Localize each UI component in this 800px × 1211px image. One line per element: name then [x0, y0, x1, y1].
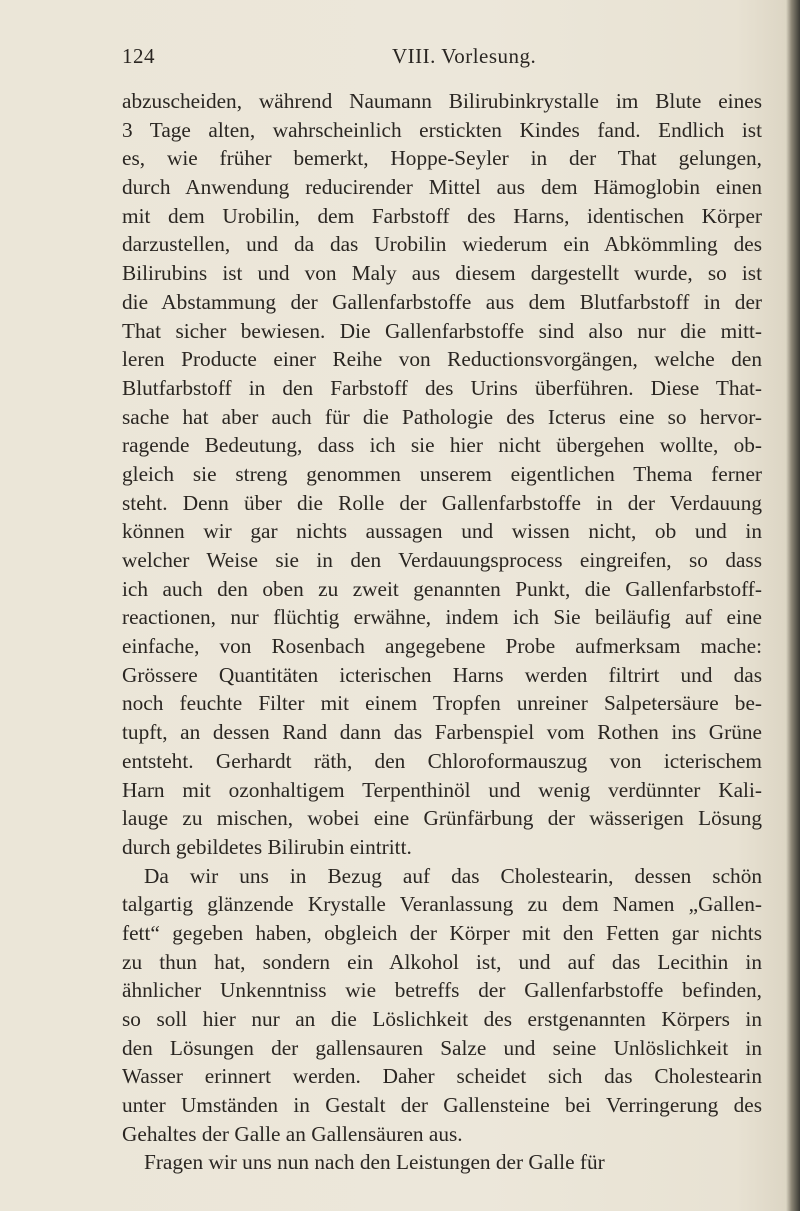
text-line: mit dem Urobilin, dem Farbstoff des Harns, identischen Körper [122, 203, 762, 228]
page-edge-shadow [786, 0, 800, 1211]
text-line: durch Anwendung reducirender Mittel aus dem Hämoglobin einen [122, 175, 762, 200]
text-line: unter Umständen in Gestalt der Gallensteine bei Verringerung des [122, 1093, 762, 1118]
text-line: reactionen, nur flüchtig erwähne, indem ich Sie beiläufig auf eine [122, 605, 762, 630]
text-line: es, wie früher bemerkt, Hoppe-Seyler in der That gelungen, [122, 146, 762, 171]
paragraph-end-line: Gehaltes der Galle an Gallensäuren aus. [122, 1121, 463, 1146]
text-line: gleich sie streng genommen unserem eigentlichen Thema ferner [122, 461, 762, 486]
text-line: 3 Tage alten, wahrscheinlich erstickten Kindes fand. Endlich ist [122, 117, 762, 142]
text-line: ähnlicher Unkenntniss wie betreffs der Gallenfarbstoffe befinden, [122, 978, 762, 1003]
text-line: talgartig glänzende Krystalle Veranlassung zu dem Namen „Gallen- [122, 892, 762, 917]
text-line: fett“ gegeben haben, obgleich der Körper mit den Fetten gar nichts [122, 920, 762, 945]
text-line: Wasser erinnert werden. Daher scheidet sich das Cholestearin [122, 1064, 762, 1089]
text-line: welcher Weise sie in den Verdauungsprocess eingreifen, so dass [122, 548, 762, 572]
text-line: ragende Bedeutung, dass ich sie hier nicht übergehen wollte, ob- [122, 433, 762, 458]
text-line: steht. Denn über die Rolle der Gallenfarbstoffe in der Verdauung [122, 490, 762, 515]
text-line: die Abstammung der Gallenfarbstoffe aus dem Blutfarbstoff in der [122, 289, 762, 314]
paragraph-end-line: durch gebildetes Bilirubin eintritt. [122, 834, 412, 859]
text-line: Grössere Quantitäten icterischen Harns werden filtrirt und das [122, 662, 762, 687]
text-line: ich auch den oben zu zweit genannten Punkt, die Gallenfarbstoff- [122, 576, 762, 601]
text-line: leren Producte einer Reihe von Reductionsvorgängen, welche den [122, 347, 762, 372]
text-line: sache hat aber auch für die Pathologie des Icterus eine so hervor- [122, 404, 762, 429]
text-line: einfache, von Rosenbach angegebene Probe aufmerksam mache: [122, 634, 762, 659]
text-line: den Lösungen der gallensauren Salze und seine Unlöslichkeit in [122, 1035, 762, 1060]
text-line: Blutfarbstoff in den Farbstoff des Urins überführen. Diese That- [122, 375, 762, 400]
text-line: abzuscheiden, während Naumann Bilirubinkrystalle im Blute eines [122, 89, 762, 113]
text-line: tupft, an dessen Rand dann das Farbenspiel vom Rothen ins Grüne [122, 720, 762, 745]
text-line: Harn mit ozonhaltigem Terpenthinöl und wenig verdünnter Kali- [122, 777, 762, 802]
running-head [122, 44, 762, 78]
chapter-heading: VIII. Vorlesung. [392, 44, 537, 68]
text-line: Bilirubins ist und von Maly aus diesem dargestellt wurde, so ist [122, 261, 762, 286]
paragraph-start-line: Fragen wir uns nun nach den Leistungen der Galle für [144, 1150, 605, 1175]
text-line: lauge zu mischen, wobei eine Grünfärbung der wässerigen Lösung [122, 806, 762, 831]
paragraph-start-line: Da wir uns in Bezug auf das Cholestearin, dessen schön [144, 863, 762, 888]
text-line: That sicher bewiesen. Die Gallenfarbstoffe sind also nur die mitt- [122, 318, 762, 343]
text-line: zu thun hat, sondern ein Alkohol ist, und auf das Lecithin in [122, 949, 762, 974]
text-line: können wir gar nichts aussagen und wissen nicht, ob und in [122, 519, 762, 544]
text-line: so soll hier nur an die Löslichkeit des erstgenannten Körpers in [122, 1007, 762, 1031]
text-line: entsteht. Gerhardt räth, den Chloroformauszug von icterischem [122, 748, 762, 773]
text-line: noch feuchte Filter mit einem Tropfen unreiner Salpetersäure be- [122, 691, 762, 716]
text-line: darzustellen, und da das Urobilin wiederum ein Abkömmling des [122, 232, 762, 257]
page-number: 124 [122, 44, 155, 68]
body-text [122, 87, 762, 1177]
